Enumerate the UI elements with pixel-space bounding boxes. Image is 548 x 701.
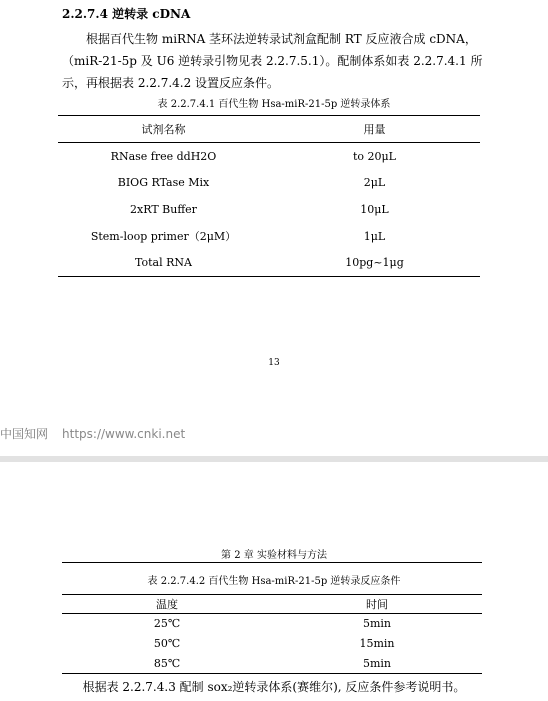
table-row [58, 196, 480, 223]
table-cell: 5min [272, 653, 482, 673]
table-header-row [62, 595, 482, 614]
watermark-url: https://www.cnki.net [62, 427, 186, 441]
table-row [62, 634, 482, 654]
column-header: 试剂名称 [58, 116, 269, 143]
table-row [62, 614, 482, 634]
body-paragraph: 根据百代生物 miRNA 茎环法逆转录试剂盒配制 RT 反应液合成 cDNA，（miR-21-5p 及 U6 逆转录引物见表 2.2.7.5.1）。配制体系如表 2.2.7.4.1 所示，再根据表 2.2.7.4.2 设置反应条件。 [62, 32, 483, 90]
column-header: 温度 [62, 595, 272, 614]
table-cell: 10μL [360, 202, 389, 216]
section-heading: 2.2.7.4 逆转录 cDNA [62, 7, 191, 21]
table-row [58, 170, 480, 197]
table-cell: Total RNA [58, 249, 269, 276]
table-cell: Stem-loop primer（2μM） [90, 230, 237, 244]
watermark-brand: 中国知网 [0, 427, 49, 441]
table-cell: 85℃ [62, 653, 272, 673]
table-header-row [58, 116, 480, 143]
table-caption: 表 2.2.7.4.2 百代生物 Hsa-miR-21-5p 逆转录反应条件 [147, 576, 401, 587]
table-cell: RNase free ddH2O [110, 149, 217, 163]
page-number: 13 [268, 358, 280, 368]
reaction-conditions-table [62, 594, 482, 674]
table-cell: 2μL [363, 176, 386, 190]
table-cell: 1μL [363, 229, 386, 243]
table-row [58, 249, 480, 276]
table-cell: 50℃ [153, 637, 181, 651]
table-row [58, 143, 480, 170]
page-separator [0, 456, 548, 462]
table-caption: 表 2.2.7.4.1 百代生物 Hsa-miR-21-5p 逆转录体系 [157, 99, 391, 110]
table-cell: 2xRT Buffer [130, 202, 197, 216]
table-cell: 10pg~1μg [269, 249, 480, 276]
table-cell: to 20μL [353, 149, 396, 163]
table-row [62, 653, 482, 673]
body-paragraph: 根据表 2.2.7.4.3 配制 sox₂逆转录体系(赛维尔), 反应条件参考说明书。 [82, 680, 466, 694]
column-header: 用量 [269, 116, 480, 143]
reverse-transcription-system-table [58, 115, 480, 277]
cnki-watermark [0, 425, 185, 442]
header-rule [62, 562, 482, 563]
column-header: 时间 [272, 595, 482, 614]
table-cell: 5min [362, 617, 392, 631]
table-cell: 25℃ [153, 617, 181, 631]
table-cell: BIOG RTase Mix [117, 176, 210, 190]
chapter-header: 第 2 章 实验材料与方法 [221, 550, 327, 561]
table-cell: 15min [359, 637, 395, 651]
table-row [58, 223, 480, 250]
